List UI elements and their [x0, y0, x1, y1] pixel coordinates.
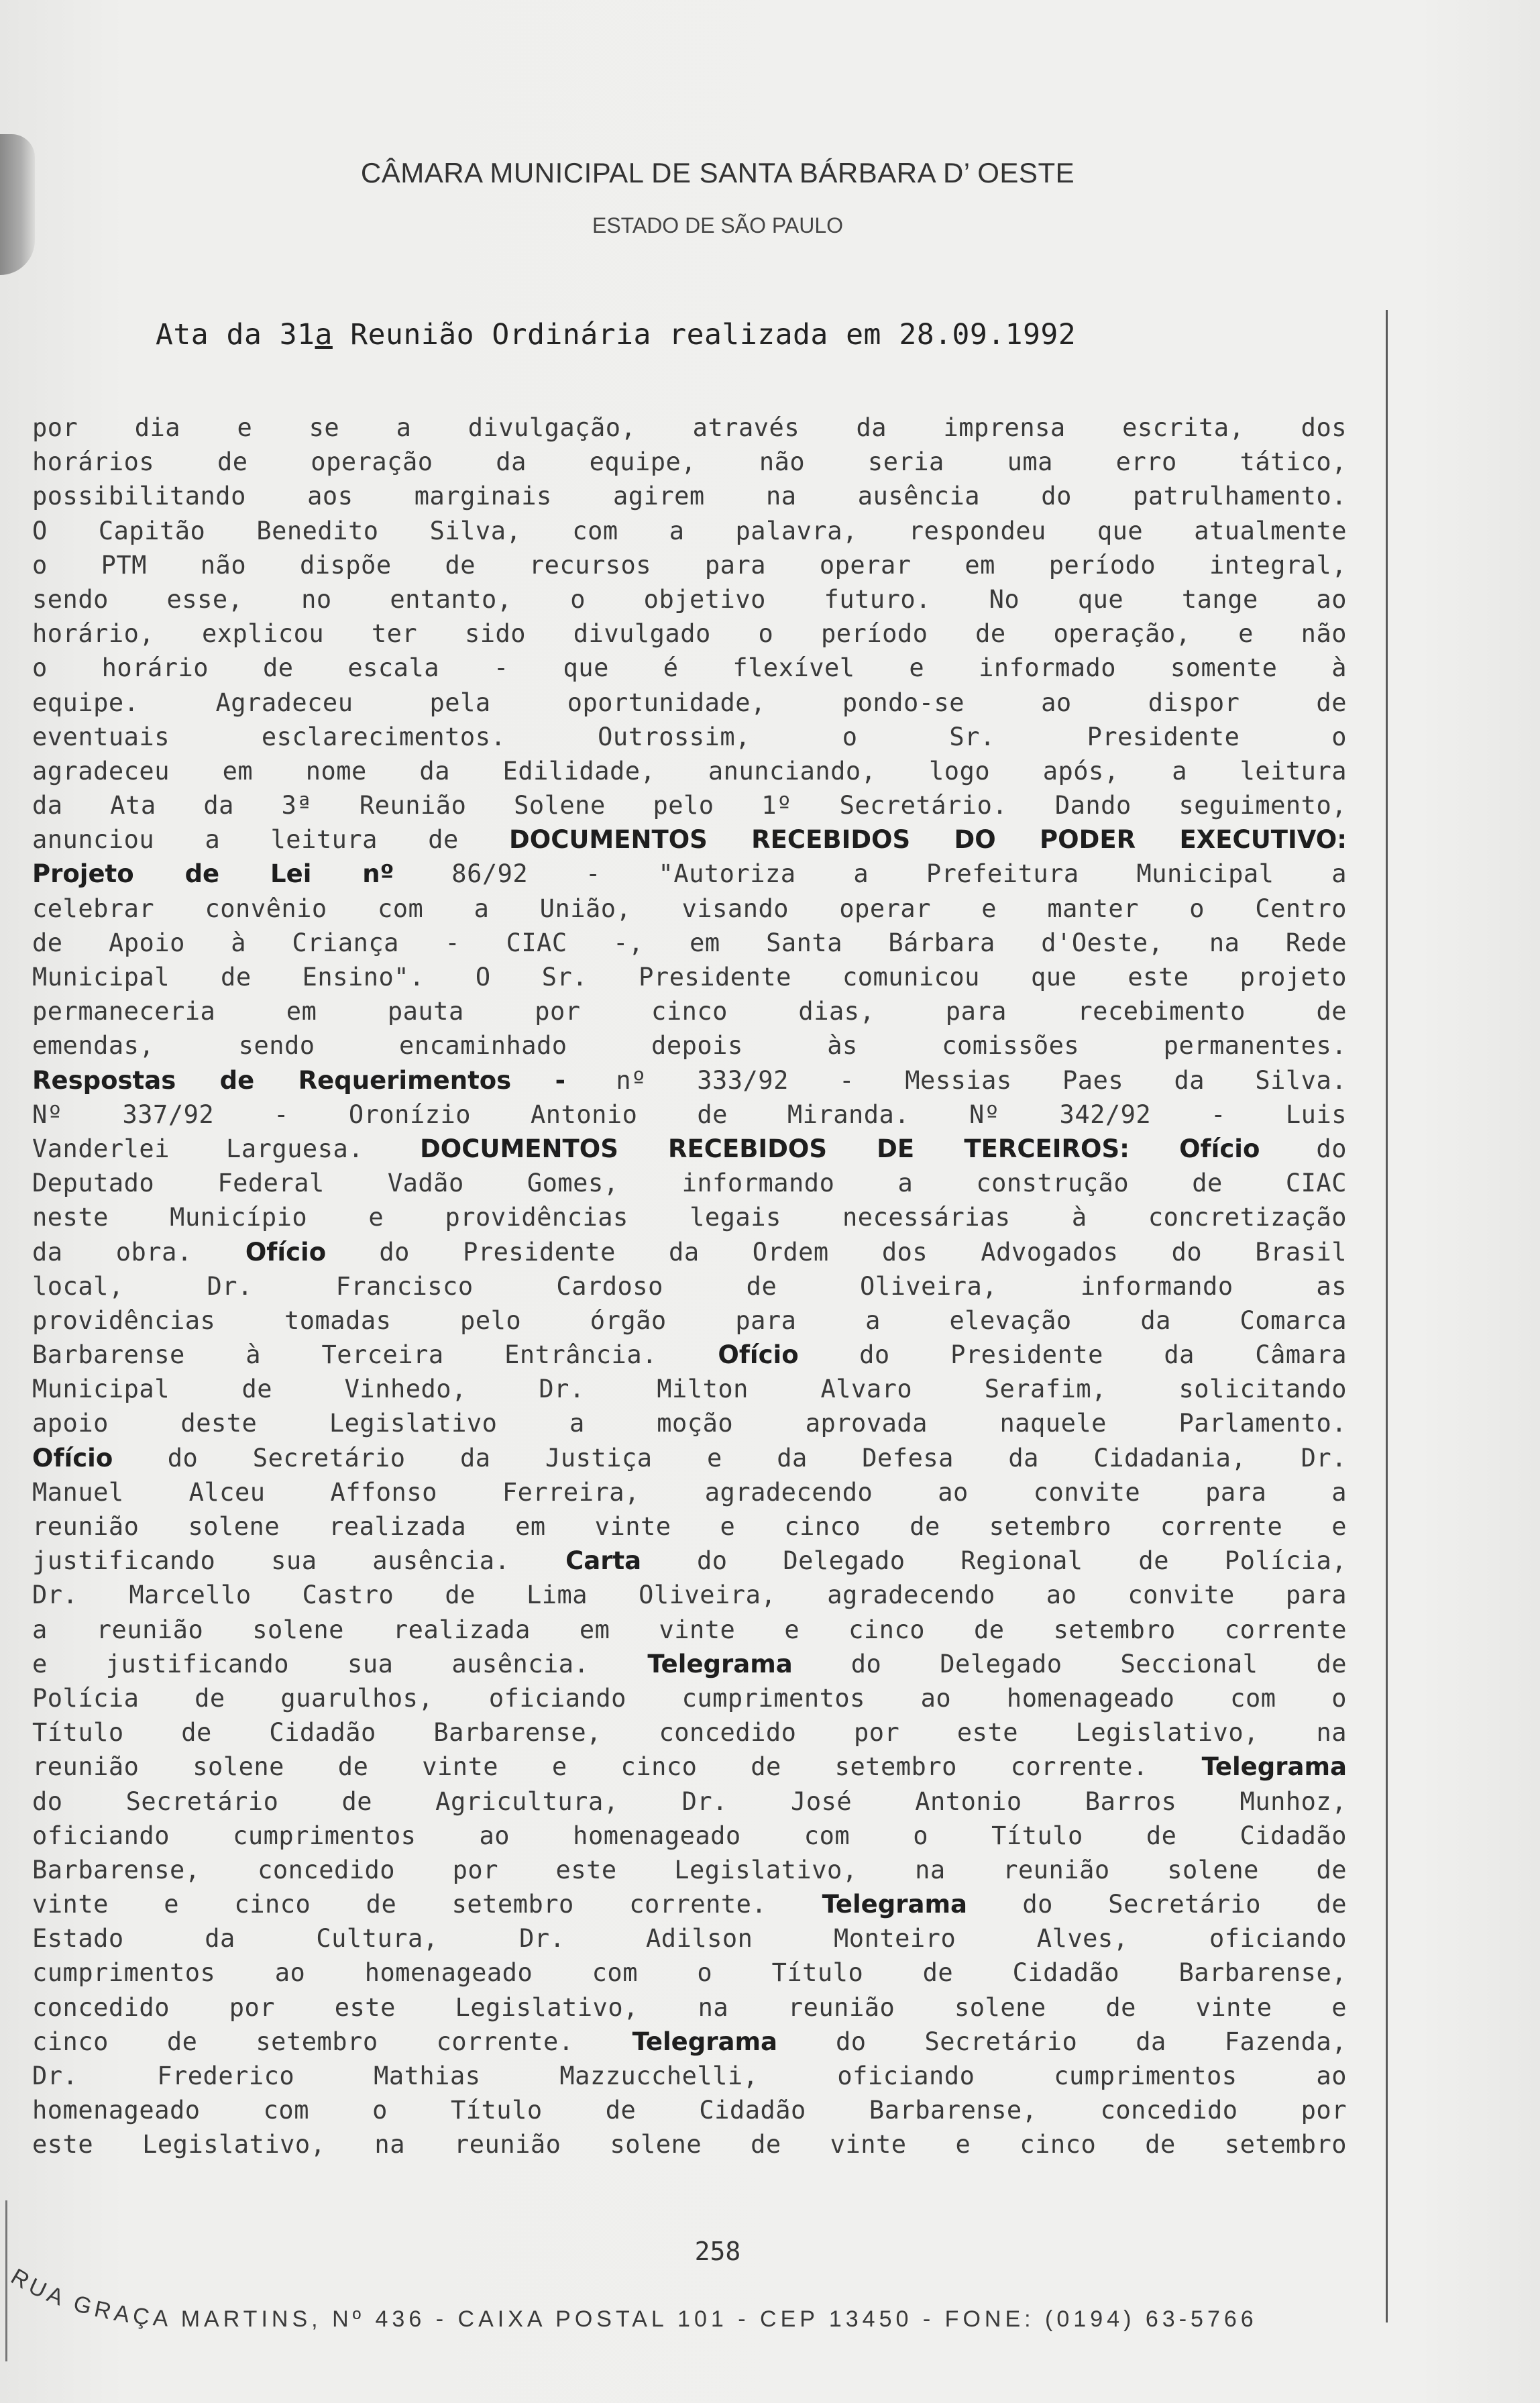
body-line: Barbarense à Terceira Entrância. Ofício do Presidente da Câmara — [32, 1340, 1347, 1370]
body-line: horário, explicou ter sido divulgado o período de operação, e não — [32, 619, 1347, 649]
body-line: este Legislativo, na reunião solene de vinte e cinco de setembro — [32, 2130, 1347, 2159]
body-line: Respostas de Requerimentos - nº 333/92 - Messias Paes da Silva. — [32, 1065, 1347, 1095]
body-line: Manuel Alceu Affonso Ferreira, agradecendo ao convite para a — [32, 1477, 1347, 1507]
coat-of-arms-icon — [0, 134, 35, 275]
body-line: possibilitando aos marginais agirem na ausência do patrulhamento. — [32, 482, 1347, 511]
body-line: cumprimentos ao homenageado com o Título de Cidadão Barbarense, — [32, 1958, 1347, 1988]
body-line: do Secretário de Agricultura, Dr. José Antonio Barros Munhoz, — [32, 1786, 1347, 1816]
footer-address — [4, 2247, 1527, 2382]
bold-heading: Respostas de Requerimentos - — [32, 1065, 565, 1095]
bold-heading: Projeto de Lei nº — [32, 859, 394, 889]
body-line: horários de operação da equipe, não seria uma erro tático, — [32, 447, 1347, 477]
minutes-title-prefix: Ata da 31 — [156, 318, 315, 352]
right-margin-rule — [1386, 310, 1388, 2322]
body-line: permaneceria em pauta por cinco dias, para recebimento de — [32, 997, 1347, 1026]
body-line: concedido por este Legislativo, na reunião solene de vinte e — [32, 1992, 1347, 2022]
minutes-title-suffix: Reunião Ordinária realizada em 28.09.1992 — [332, 318, 1077, 352]
bold-heading: Telegrama — [822, 1890, 967, 1919]
body-line: Ofício do Secretário da Justiça e da Defesa da Cidadania, Dr. — [32, 1443, 1347, 1473]
body-line: Nº 337/92 - Oronízio Antonio de Miranda. Nº 342/92 - Luis — [32, 1100, 1347, 1129]
body-line: providências tomadas pelo órgão para a elevação da Comarca — [32, 1305, 1347, 1335]
body-line: Título de Cidadão Barbarense, concedido por este Legislativo, na — [32, 1718, 1347, 1748]
body-line: cinco de setembro corrente. Telegrama do Secretário da Fazenda, — [32, 2027, 1347, 2056]
body-line: o horário de escala - que é flexível e informado somente à — [32, 653, 1347, 683]
body-line: anunciou a leitura de DOCUMENTOS RECEBIDOS DO PODER EXECUTIVO: — [32, 825, 1347, 855]
minutes-title-ordinal: a — [315, 318, 333, 352]
body-line: justificando sua ausência. Carta do Delegado Regional de Polícia, — [32, 1546, 1347, 1576]
body-line: da Ata da 3ª Reunião Solene pelo 1º Secretário. Dando seguimento, — [32, 791, 1347, 820]
header-subtitle: ESTADO DE SÃO PAULO — [592, 213, 843, 237]
body-line: sendo esse, no entanto, o objetivo futuro. No que tange ao — [32, 584, 1347, 614]
body-line: Barbarense, concedido por este Legislativo, na reunião solene de — [32, 1855, 1347, 1884]
body-line: a reunião solene realizada em vinte e cinco de setembro corrente — [32, 1615, 1347, 1644]
body-line: oficiando cumprimentos ao homenageado com o Título de Cidadão — [32, 1821, 1347, 1850]
bold-heading: Telegrama — [1201, 1752, 1347, 1782]
body-line: homenageado com o Título de Cidadão Barbarense, concedido por — [32, 2096, 1347, 2125]
body-line: local, Dr. Francisco Cardoso de Oliveira, informando as — [32, 1271, 1347, 1301]
body-line: emendas, sendo encaminhado depois às comissões permanentes. — [32, 1031, 1347, 1061]
body-line: reunião solene de vinte e cinco de setembro corrente. Telegrama — [32, 1752, 1347, 1782]
body-line: e justificando sua ausência. Telegrama do Delegado Seccional de — [32, 1649, 1347, 1678]
body-line: por dia e se a divulgação, através da imprensa escrita, dos — [32, 413, 1347, 442]
body-line: vinte e cinco de setembro corrente. Telegrama do Secretário de — [32, 1890, 1347, 1919]
bold-heading: Ofício — [718, 1340, 799, 1370]
bold-heading: DOCUMENTOS RECEBIDOS DE TERCEIROS: Ofício — [420, 1134, 1260, 1163]
body-line: Municipal de Ensino". O Sr. Presidente comunicou que este projeto — [32, 963, 1347, 992]
body-line: eventuais esclarecimentos. Outrossim, o Sr. Presidente o — [32, 722, 1347, 751]
footer-address-text: RUA GRAÇA MARTINS, Nº 436 - CAIXA POSTAL 101 - CEP 13450 - FONE: (0194) 63-5766 — [6, 2263, 1258, 2332]
page-number: 258 — [694, 2237, 741, 2266]
body-line: reunião solene realizada em vinte e cinco de setembro corrente e — [32, 1512, 1347, 1541]
body-line: Projeto de Lei nº 86/92 - "Autoriza a Prefeitura Municipal a — [32, 859, 1347, 889]
bold-heading: Ofício — [245, 1237, 327, 1267]
body-line: celebrar convênio com a União, visando operar e manter o Centro — [32, 894, 1347, 923]
minutes-title — [156, 318, 1229, 352]
body-line: da obra. Ofício do Presidente da Ordem dos Advogados do Brasil — [32, 1237, 1347, 1267]
body-line: de Apoio à Criança - CIAC -, em Santa Bárbara d'Oeste, na Rede — [32, 928, 1347, 957]
body-line: Vanderlei Larguesa. DOCUMENTOS RECEBIDOS DE TERCEIROS: Ofício do — [32, 1134, 1347, 1163]
minutes-body — [32, 411, 1347, 2162]
bold-heading: Carta — [565, 1546, 642, 1576]
body-line: agradeceu em nome da Edilidade, anunciando, logo após, a leitura — [32, 756, 1347, 786]
bold-heading: Ofício — [32, 1443, 113, 1473]
body-line: Dr. Frederico Mathias Mazzucchelli, oficiando cumprimentos ao — [32, 2062, 1347, 2090]
body-line: Dr. Marcello Castro de Lima Oliveira, agradecendo ao convite para — [32, 1581, 1347, 1610]
body-line: apoio deste Legislativo a moção aprovada naquele Parlamento. — [32, 1409, 1347, 1438]
body-line: O Capitão Benedito Silva, com a palavra, respondeu que atualmente — [32, 516, 1347, 545]
bold-heading: Telegrama — [647, 1649, 793, 1678]
body-line: Deputado Federal Vadão Gomes, informando a construção de CIAC — [32, 1169, 1347, 1198]
svg-text:RUA GRAÇA MARTINS, Nº 436 - CA — [7, 2263, 1258, 2332]
body-line: Estado da Cultura, Dr. Adilson Monteiro Alves, oficiando — [32, 1924, 1347, 1954]
body-line: o PTM não dispõe de recursos para operar em período integral, — [32, 550, 1347, 580]
body-line: Municipal de Vinhedo, Dr. Milton Alvaro Serafim, solicitando — [32, 1375, 1347, 1404]
body-line: neste Município e providências legais necessárias à concretização — [32, 1203, 1347, 1232]
header-title: CÂMARA MUNICIPAL DE SANTA BÁRBARA D’ OESTE — [360, 157, 1075, 189]
body-line: Polícia de guarulhos, oficiando cumprimentos ao homenageado com o — [32, 1683, 1347, 1713]
body-line: equipe. Agradeceu pela oportunidade, pondo-se ao dispor de — [32, 688, 1347, 717]
bold-heading: DOCUMENTOS RECEBIDOS DO PODER EXECUTIVO: — [509, 825, 1347, 855]
bold-heading: Telegrama — [632, 2027, 777, 2056]
